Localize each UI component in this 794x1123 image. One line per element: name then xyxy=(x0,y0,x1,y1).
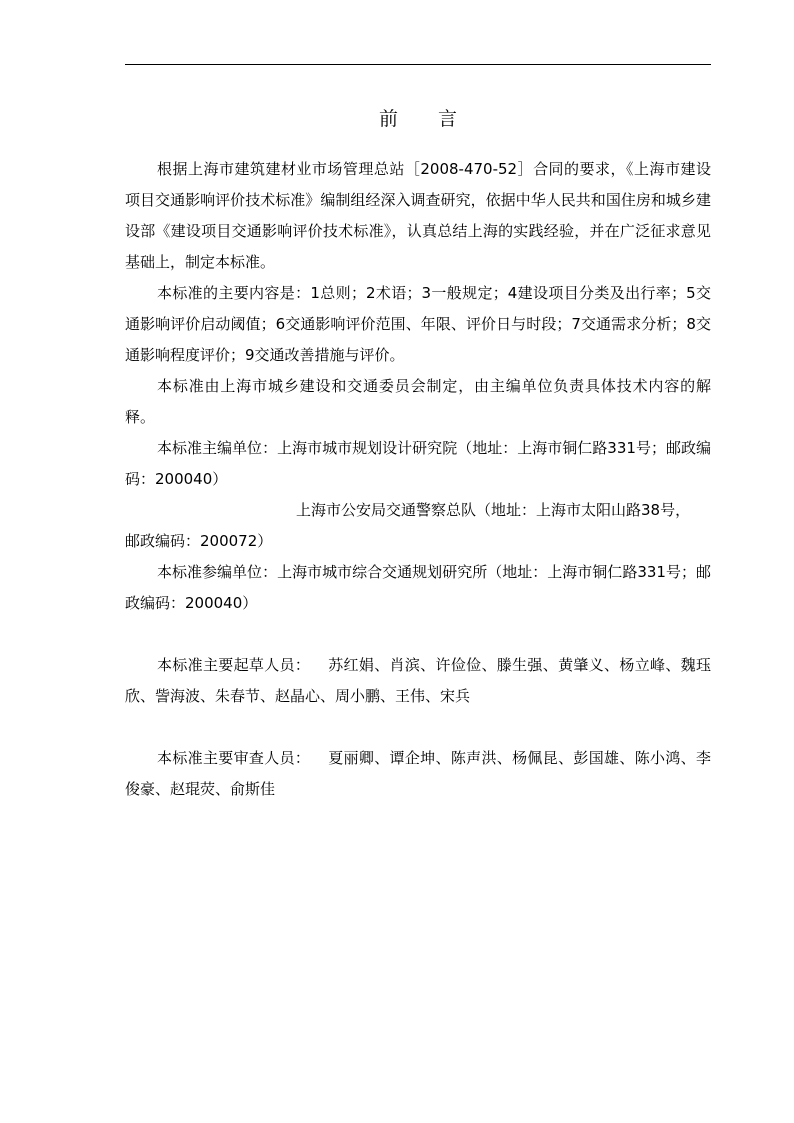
page-title xyxy=(125,104,711,131)
title-char-1: 前 xyxy=(378,108,398,130)
paragraph-drafters xyxy=(125,650,711,712)
paragraph-chief-editor: 本标准主编单位：上海市城市规划设计研究院（地址：上海市铜仁路331号；邮政编码：200040） xyxy=(125,439,711,488)
co-editor-line-1: 上海市公安局交通警察总队（地址：上海市太阳山路38号， xyxy=(296,501,691,519)
paragraph-participating-editor: 本标准参编单位：上海市城市综合交通规划研究所（地址：上海市铜仁路331号；邮政编码：200040） xyxy=(125,563,711,612)
paragraph-co-chief-editor xyxy=(125,495,711,557)
reviewers-names: 夏丽卿、谭企坤、陈声洪、杨佩昆、彭国雄、陈小鸿、李俊豪、赵琨荧、俞斯佳 xyxy=(125,749,711,798)
blank-line xyxy=(125,712,711,743)
blank-line xyxy=(125,619,711,650)
paragraph-contents: 本标准的主要内容是：1总则；2术语；3一般规定；4建设项目分类及出行率；5交通影响评价启动阈值；6交通影响评价范围、年限、评价日与时段；7交通需求分析；8交通影响程度评价；9交通改善措施与评价。 xyxy=(125,284,711,364)
paragraph-reviewers xyxy=(125,743,711,805)
header-rule xyxy=(125,64,711,65)
drafters-names: 苏红娟、肖滨、许俭俭、滕生强、黄肇义、杨立峰、魏珏欣、訾海波、朱春节、赵晶心、周小鹏、王伟、宋兵 xyxy=(125,656,711,705)
title-char-2: 言 xyxy=(438,108,458,130)
paragraph-interpretation: 本标准由上海市城乡建设和交通委员会制定，由主编单位负责具体技术内容的解释。 xyxy=(125,377,711,426)
paragraph-contract: 根据上海市建筑建材业市场管理总站［2008-470-52］合同的要求，《上海市建设项目交通影响评价技术标准》编制组经深入调查研究，依据中华人民共和国住房和城乡建设部《建设项目交通影响评价技术标准》，认真总结上海的实践经验，并在广泛征求意见基础上，制定本标准。 xyxy=(125,160,711,271)
drafters-label: 本标准主要起草人员： xyxy=(157,656,311,674)
preface-body xyxy=(125,154,711,805)
co-editor-line-2: 邮政编码：200072） xyxy=(125,532,273,550)
reviewers-label: 本标准主要审查人员： xyxy=(157,749,311,767)
